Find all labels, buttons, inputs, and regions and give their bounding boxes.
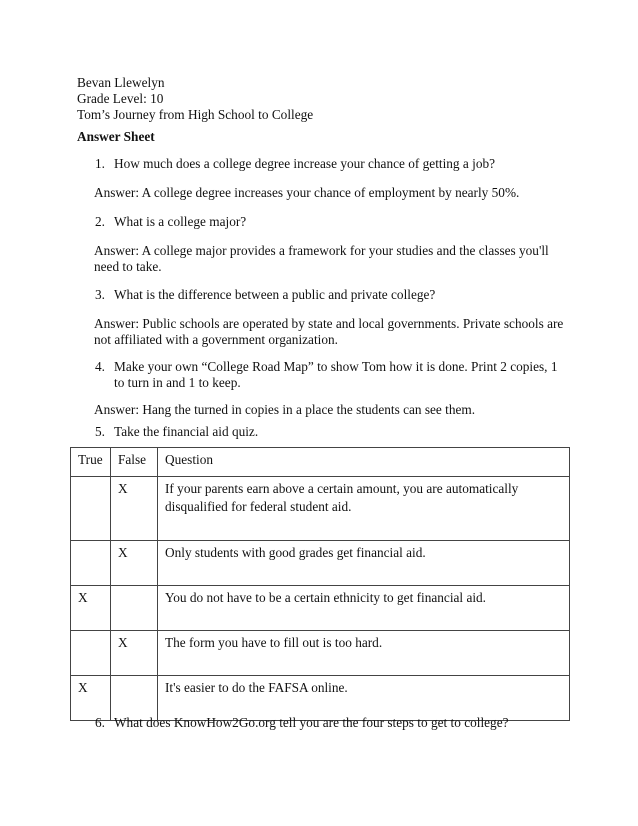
true-cell: [71, 631, 111, 676]
student-name: Bevan Llewelyn: [77, 75, 165, 90]
answer-text-3: Answer: Public schools are operated by state and local governments. Private schools are not affiliated with a government organization.: [94, 316, 564, 347]
true-cell: [71, 477, 111, 541]
false-cell: X: [111, 631, 158, 676]
question-text: How much does a college degree increase your chance of getting a job?: [114, 156, 496, 171]
header-true: True: [71, 448, 111, 477]
question-item-4: [95, 359, 570, 391]
false-cell: X: [111, 477, 158, 541]
answer-sheet-heading: Answer Sheet: [77, 129, 155, 144]
quiz-row: [71, 477, 570, 541]
quiz-row: [71, 676, 570, 721]
quiz-row: [71, 586, 570, 631]
question-cell: If your parents earn above a certain amount, you are automatically disqualified for federal student aid.: [158, 477, 570, 541]
question-number: 4.: [95, 359, 105, 374]
true-cell: [71, 541, 111, 586]
answer-text-1: Answer: A college degree increases your chance of employment by nearly 50%.: [94, 185, 520, 200]
false-cell: [111, 586, 158, 631]
question-item-1: [95, 156, 570, 172]
question-cell: Only students with good grades get financial aid.: [158, 541, 570, 586]
document-header: [77, 75, 313, 123]
question-number: 5.: [95, 424, 105, 439]
grade-level: Grade Level: 10: [77, 91, 164, 106]
question-item-2: [95, 214, 570, 230]
answer-text-2: Answer: A college major provides a framework for your studies and the classes you'll need to take.: [94, 243, 549, 274]
question-cell: It's easier to do the FAFSA online.: [158, 676, 570, 721]
quiz-header-row: [71, 448, 570, 477]
question-number: 2.: [95, 214, 105, 229]
true-cell: X: [71, 676, 111, 721]
question-item-3: [95, 287, 570, 303]
question-cell: The form you have to fill out is too hard.: [158, 631, 570, 676]
assignment-title: Tom’s Journey from High School to College: [77, 107, 314, 122]
answer-text-4: Answer: Hang the turned in copies in a place the students can see them.: [94, 402, 476, 417]
false-cell: X: [111, 541, 158, 586]
header-question: Question: [158, 448, 570, 477]
question-text: What does KnowHow2Go.org tell you are the four steps to get to college?: [114, 715, 509, 730]
question-number: 1.: [95, 156, 105, 171]
financial-aid-quiz-table: [70, 447, 570, 721]
question-text: What is a college major?: [114, 214, 247, 229]
header-false: False: [111, 448, 158, 477]
quiz-row: [71, 631, 570, 676]
quiz-row: [71, 541, 570, 586]
question-item-5: [95, 424, 570, 440]
true-cell: X: [71, 586, 111, 631]
question-text: What is the difference between a public and private college?: [114, 287, 436, 302]
question-number: 6.: [95, 715, 105, 730]
question-cell: You do not have to be a certain ethnicity to get financial aid.: [158, 586, 570, 631]
question-number: 3.: [95, 287, 105, 302]
false-cell: [111, 676, 158, 721]
question-item-6: [95, 715, 570, 731]
question-text: Make your own “College Road Map” to show Tom how it is done. Print 2 copies, 1 to turn in and 1 to keep.: [114, 359, 558, 390]
question-text: Take the financial aid quiz.: [114, 424, 259, 439]
